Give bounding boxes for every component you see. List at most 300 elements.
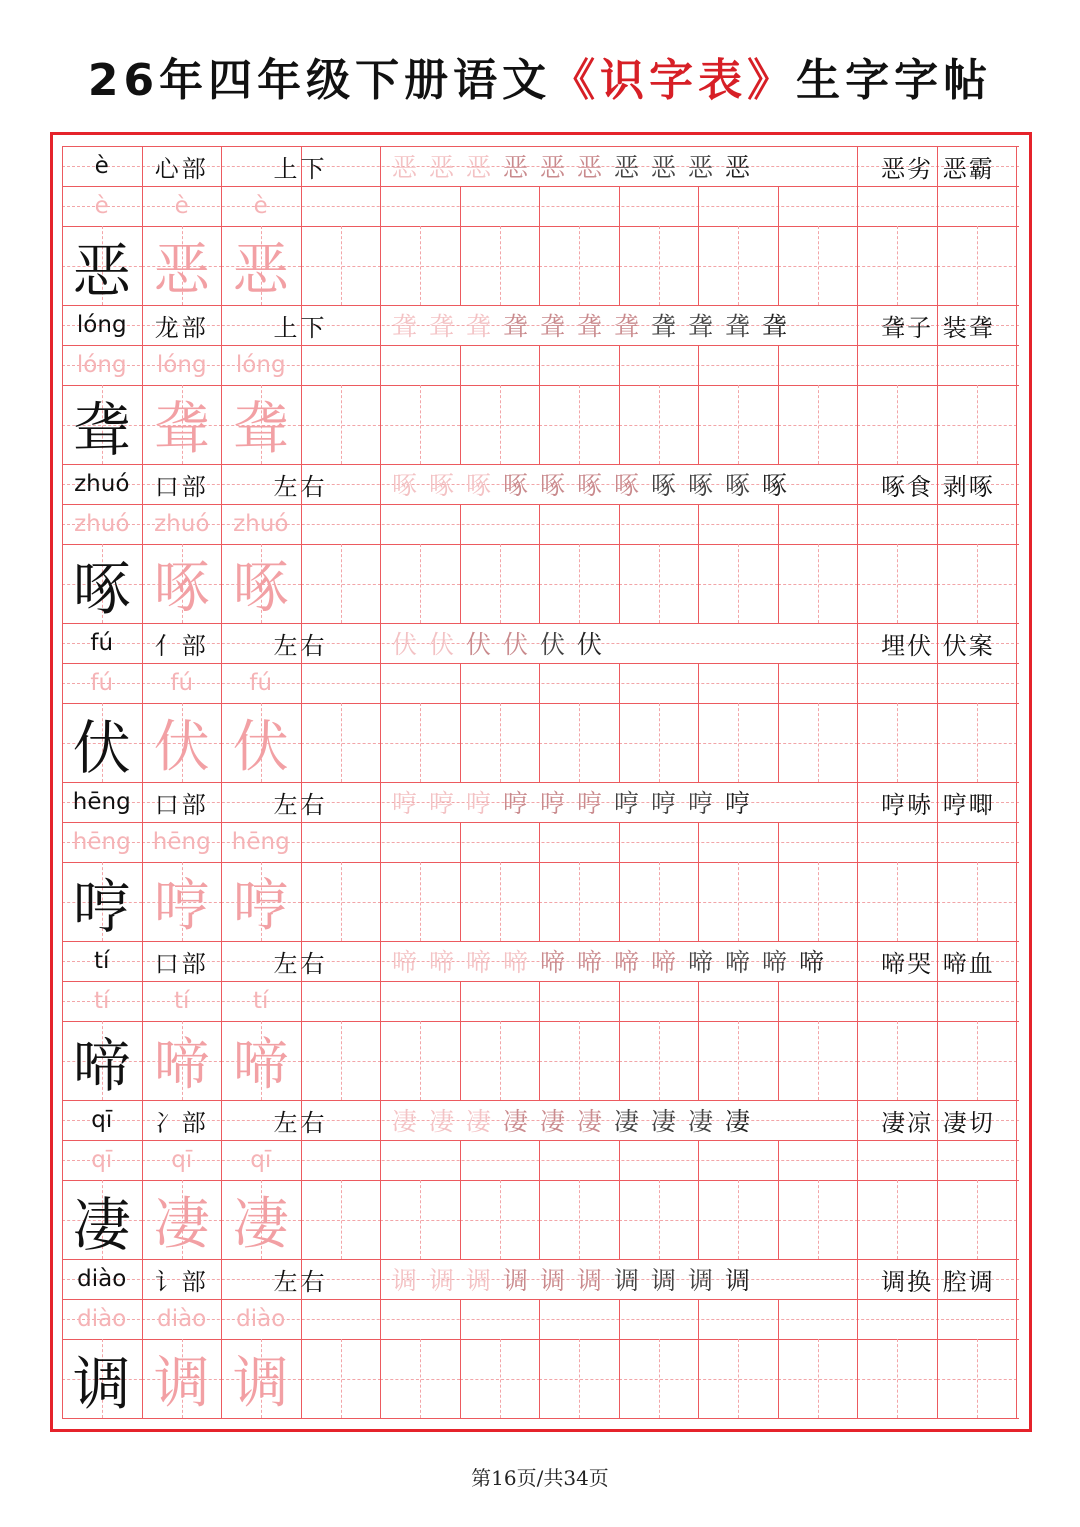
radical: 口部	[154, 949, 209, 978]
pinyin-trace: diào	[157, 1306, 207, 1332]
stroke-step: 聋	[539, 312, 565, 341]
grid-guide	[659, 1021, 660, 1100]
grid-line	[619, 663, 620, 782]
grid-guide	[341, 1180, 342, 1259]
stroke-step: 哼	[539, 789, 565, 818]
stroke-step: 啼	[724, 948, 750, 977]
pinyin: hēng	[72, 789, 131, 815]
grid-guide	[579, 385, 580, 464]
stroke-step: 聋	[650, 312, 676, 341]
grid-line	[619, 345, 620, 464]
page-title	[0, 44, 1080, 108]
stroke-step: 凄	[428, 1107, 454, 1136]
pinyin: è	[94, 153, 109, 179]
grid-guide	[341, 544, 342, 623]
trace-character: 伏	[153, 714, 210, 780]
stroke-step: 凄	[613, 1107, 639, 1136]
grid-line	[698, 981, 699, 1100]
example-words: 聋子 装聋	[881, 313, 995, 342]
grid-guide	[500, 1180, 501, 1259]
stroke-step: 伏	[391, 630, 417, 659]
trace-character: 啄	[232, 555, 289, 621]
stroke-step: 伏	[502, 630, 528, 659]
pinyin: tí	[94, 948, 110, 974]
title-highlight: 《识字表》	[551, 55, 797, 106]
grid-line	[460, 1299, 461, 1418]
stroke-step: 啄	[428, 471, 454, 500]
pinyin: lóng	[76, 312, 127, 338]
stroke-step: 啼	[576, 948, 602, 977]
model-character: 凄	[72, 1190, 131, 1259]
grid-line	[619, 1299, 620, 1418]
grid-guide	[977, 544, 978, 623]
grid-guide	[579, 703, 580, 782]
pinyin-trace: qī	[171, 1147, 193, 1173]
grid-guide	[420, 703, 421, 782]
pinyin-trace: zhuó	[154, 511, 210, 537]
pinyin-trace: tí	[94, 988, 110, 1014]
grid-guide	[420, 226, 421, 305]
stroke-step: 哼	[613, 789, 639, 818]
grid-guide	[659, 1180, 660, 1259]
stroke-step: 伏	[576, 630, 602, 659]
model-character: 调	[72, 1349, 131, 1418]
practice-grid	[62, 146, 1019, 1419]
stroke-step: 调	[428, 1266, 454, 1295]
grid-line	[698, 186, 699, 305]
grid-line	[380, 941, 381, 1100]
stroke-step: 恶	[687, 153, 713, 182]
grid-guide	[659, 703, 660, 782]
grid-guide	[738, 1339, 739, 1418]
grid-guide	[579, 544, 580, 623]
stroke-step: 恶	[391, 153, 417, 182]
stroke-step: 聋	[576, 312, 602, 341]
stroke-order	[386, 941, 857, 981]
stroke-step: 啄	[502, 471, 528, 500]
trace-character: 凄	[232, 1191, 289, 1257]
stroke-order	[386, 146, 857, 186]
radical: 心部	[154, 154, 209, 183]
model-character: 啄	[72, 554, 131, 623]
stroke-step: 啄	[539, 471, 565, 500]
grid-guide	[579, 226, 580, 305]
stroke-step: 聋	[428, 312, 454, 341]
grid-line	[778, 345, 779, 464]
grid-guide	[341, 703, 342, 782]
stroke-order	[386, 1259, 857, 1299]
stroke-step: 调	[687, 1266, 713, 1295]
trace-character: 恶	[153, 237, 210, 303]
stroke-step: 哼	[650, 789, 676, 818]
grid-guide	[738, 703, 739, 782]
stroke-step: 聋	[391, 312, 417, 341]
stroke-step: 恶	[465, 153, 491, 182]
stroke-step: 啄	[761, 471, 787, 500]
pinyin-trace: è	[174, 193, 189, 219]
stroke-step: 啼	[798, 948, 824, 977]
grid-guide	[659, 1339, 660, 1418]
pinyin-trace: tí	[174, 988, 190, 1014]
char-block	[62, 1100, 1019, 1259]
grid-guide	[738, 1021, 739, 1100]
grid-line	[539, 663, 540, 782]
pinyin-trace: tí	[253, 988, 269, 1014]
grid-guide	[738, 544, 739, 623]
stroke-step: 哼	[576, 789, 602, 818]
grid-line	[778, 504, 779, 623]
stroke-step: 啼	[687, 948, 713, 977]
radical: 讠部	[154, 1267, 209, 1296]
grid-guide	[500, 1021, 501, 1100]
stroke-step: 聋	[613, 312, 639, 341]
grid-line	[778, 981, 779, 1100]
stroke-order	[386, 1100, 857, 1140]
stroke-step: 调	[539, 1266, 565, 1295]
char-block	[62, 782, 1019, 941]
stroke-step: 凄	[687, 1107, 713, 1136]
pinyin-trace: qī	[250, 1147, 272, 1173]
grid-guide	[897, 1339, 898, 1418]
stroke-step: 伏	[428, 630, 454, 659]
grid-guide	[420, 862, 421, 941]
grid-guide	[977, 1021, 978, 1100]
stroke-step: 啼	[428, 948, 454, 977]
grid-line	[539, 186, 540, 305]
trace-character: 啄	[153, 555, 210, 621]
grid-guide	[341, 385, 342, 464]
stroke-step: 啼	[613, 948, 639, 977]
trace-character: 调	[153, 1350, 210, 1416]
grid-guide	[897, 226, 898, 305]
stroke-step: 啼	[465, 948, 491, 977]
grid-guide	[500, 385, 501, 464]
stroke-step: 恶	[539, 153, 565, 182]
radical: 口部	[154, 472, 209, 501]
grid-guide	[500, 226, 501, 305]
grid-guide	[500, 862, 501, 941]
stroke-step: 凄	[539, 1107, 565, 1136]
grid-guide	[818, 862, 819, 941]
stroke-step: 哼	[724, 789, 750, 818]
pinyin-trace: hēng	[231, 829, 290, 855]
example-words: 埋伏 伏案	[881, 631, 995, 660]
grid-guide	[818, 703, 819, 782]
model-character: 啼	[72, 1031, 131, 1100]
stroke-step: 恶	[724, 153, 750, 182]
page-number: 第16页/共34页	[471, 1466, 609, 1490]
grid-line	[698, 1299, 699, 1418]
structure: 左右	[273, 1108, 328, 1137]
char-block	[62, 1259, 1019, 1418]
grid-line	[778, 1299, 779, 1418]
grid-guide	[500, 1339, 501, 1418]
grid-guide	[977, 385, 978, 464]
grid-guide	[738, 226, 739, 305]
grid-line	[698, 504, 699, 623]
grid-guide	[897, 385, 898, 464]
grid-guide	[977, 1339, 978, 1418]
grid-line	[380, 782, 381, 941]
pinyin-trace: qī	[91, 1147, 113, 1173]
stroke-step: 凄	[576, 1107, 602, 1136]
grid-line	[460, 345, 461, 464]
grid-guide	[659, 385, 660, 464]
model-character: 恶	[72, 236, 131, 305]
structure: 左右	[273, 472, 328, 501]
grid-guide	[341, 1021, 342, 1100]
stroke-step: 调	[502, 1266, 528, 1295]
radical: 亻部	[154, 631, 209, 660]
stroke-step: 哼	[428, 789, 454, 818]
pinyin-trace: hēng	[152, 829, 211, 855]
stroke-step: 啼	[761, 948, 787, 977]
grid-line	[460, 504, 461, 623]
stroke-step: 凄	[465, 1107, 491, 1136]
grid-guide	[579, 862, 580, 941]
grid-line	[460, 981, 461, 1100]
grid-line	[380, 146, 381, 305]
grid-line	[778, 186, 779, 305]
stroke-step: 恶	[502, 153, 528, 182]
pinyin-trace: è	[253, 193, 268, 219]
radical: 龙部	[154, 313, 209, 342]
stroke-step: 啄	[576, 471, 602, 500]
title-prefix: 26年四年级下册语文	[87, 55, 552, 106]
stroke-step: 啄	[465, 471, 491, 500]
stroke-step: 恶	[576, 153, 602, 182]
stroke-order	[386, 623, 857, 663]
stroke-step: 啄	[724, 471, 750, 500]
model-character: 伏	[72, 713, 131, 782]
pinyin: fú	[90, 630, 114, 656]
structure: 左右	[273, 631, 328, 660]
trace-character: 聋	[153, 396, 210, 462]
grid-line	[778, 822, 779, 941]
pinyin-trace: zhuó	[74, 511, 130, 537]
pinyin: qī	[91, 1107, 113, 1133]
stroke-step: 哼	[687, 789, 713, 818]
stroke-step: 凄	[391, 1107, 417, 1136]
stroke-step: 啼	[502, 948, 528, 977]
stroke-step: 凄	[650, 1107, 676, 1136]
grid-line	[539, 345, 540, 464]
grid-guide	[659, 226, 660, 305]
trace-character: 伏	[232, 714, 289, 780]
grid-guide	[977, 1180, 978, 1259]
structure: 上下	[273, 154, 328, 183]
stroke-order	[386, 782, 857, 822]
stroke-step: 啄	[687, 471, 713, 500]
stroke-step: 恶	[613, 153, 639, 182]
grid-guide	[341, 226, 342, 305]
structure: 左右	[273, 1267, 328, 1296]
grid-guide	[738, 385, 739, 464]
grid-guide	[897, 862, 898, 941]
example-words: 调换 腔调	[881, 1267, 995, 1296]
model-character: 聋	[72, 395, 131, 464]
trace-character: 啼	[232, 1032, 289, 1098]
pinyin-trace: hēng	[72, 829, 131, 855]
grid-guide	[977, 703, 978, 782]
grid-line	[460, 822, 461, 941]
grid-guide	[897, 1180, 898, 1259]
example-words: 啄食 剥啄	[881, 472, 995, 501]
grid-guide	[738, 1180, 739, 1259]
stroke-step: 凄	[724, 1107, 750, 1136]
char-block	[62, 305, 1019, 464]
grid-line	[619, 186, 620, 305]
grid-guide	[818, 385, 819, 464]
stroke-step: 凄	[502, 1107, 528, 1136]
grid-guide	[897, 703, 898, 782]
stroke-step: 调	[391, 1266, 417, 1295]
stroke-step: 啼	[539, 948, 565, 977]
stroke-step: 哼	[502, 789, 528, 818]
pinyin-trace: diào	[77, 1306, 127, 1332]
stroke-step: 恶	[650, 153, 676, 182]
pinyin: diào	[77, 1266, 127, 1292]
grid-guide	[818, 226, 819, 305]
example-words: 啼哭 啼血	[881, 949, 995, 978]
example-words: 凄凉 凄切	[881, 1108, 995, 1137]
stroke-step: 啼	[391, 948, 417, 977]
grid-guide	[897, 544, 898, 623]
stroke-step: 啼	[650, 948, 676, 977]
grid-line	[460, 663, 461, 782]
grid-guide	[818, 1021, 819, 1100]
structure: 左右	[273, 790, 328, 819]
stroke-order	[386, 305, 857, 345]
char-block	[62, 464, 1019, 623]
char-block	[62, 146, 1019, 305]
grid-line	[539, 1299, 540, 1418]
pinyin-trace: è	[94, 193, 109, 219]
grid-line	[380, 623, 381, 782]
pinyin-trace: fú	[170, 670, 194, 696]
grid-line	[698, 663, 699, 782]
stroke-step: 哼	[465, 789, 491, 818]
grid-guide	[341, 1339, 342, 1418]
grid-line	[539, 822, 540, 941]
grid-line	[539, 504, 540, 623]
example-words: 恶劣 恶霸	[881, 154, 995, 183]
trace-character: 哼	[232, 873, 289, 939]
grid-guide	[818, 544, 819, 623]
stroke-step: 调	[724, 1266, 750, 1295]
grid-guide	[738, 862, 739, 941]
grid-line	[619, 504, 620, 623]
grid-guide	[579, 1180, 580, 1259]
stroke-step: 啄	[650, 471, 676, 500]
grid-guide	[500, 703, 501, 782]
grid-guide	[818, 1180, 819, 1259]
grid-line	[778, 663, 779, 782]
title-suffix: 生字字帖	[796, 55, 993, 106]
grid-line	[698, 822, 699, 941]
structure: 左右	[273, 949, 328, 978]
grid-line	[619, 822, 620, 941]
stroke-step: 聋	[465, 312, 491, 341]
grid-guide	[977, 226, 978, 305]
grid-line	[380, 1259, 381, 1418]
stroke-step: 伏	[465, 630, 491, 659]
example-words: 哼哧 哼唧	[881, 790, 995, 819]
grid-guide	[579, 1021, 580, 1100]
trace-character: 哼	[153, 873, 210, 939]
stroke-order	[386, 464, 857, 504]
radical: 冫部	[154, 1108, 209, 1137]
pinyin-trace: diào	[236, 1306, 286, 1332]
structure: 上下	[273, 313, 328, 342]
grid-guide	[579, 1339, 580, 1418]
grid-guide	[420, 1180, 421, 1259]
grid-line	[698, 345, 699, 464]
grid-guide	[341, 862, 342, 941]
radical: 口部	[154, 790, 209, 819]
grid-guide	[977, 862, 978, 941]
pinyin-trace: zhuó	[233, 511, 289, 537]
grid-line	[380, 1100, 381, 1259]
stroke-step: 啄	[391, 471, 417, 500]
pinyin-trace: fú	[90, 670, 114, 696]
stroke-step: 聋	[502, 312, 528, 341]
grid-guide	[420, 1339, 421, 1418]
pinyin-trace: lóng	[76, 352, 127, 378]
stroke-step: 调	[576, 1266, 602, 1295]
stroke-step: 调	[613, 1266, 639, 1295]
trace-character: 恶	[232, 237, 289, 303]
stroke-step: 聋	[724, 312, 750, 341]
grid-guide	[659, 544, 660, 623]
pinyin-trace: lóng	[235, 352, 286, 378]
pinyin-trace: lóng	[156, 352, 207, 378]
grid-line	[380, 305, 381, 464]
grid-guide	[897, 1021, 898, 1100]
grid-guide	[500, 544, 501, 623]
grid-line	[698, 1140, 699, 1259]
grid-guide	[420, 1021, 421, 1100]
grid-line	[619, 981, 620, 1100]
stroke-step: 啄	[613, 471, 639, 500]
trace-character: 调	[232, 1350, 289, 1416]
grid-line	[460, 1140, 461, 1259]
grid-guide	[818, 1339, 819, 1418]
char-block	[62, 941, 1019, 1100]
grid-line	[539, 981, 540, 1100]
trace-character: 啼	[153, 1032, 210, 1098]
pinyin: zhuó	[74, 471, 130, 497]
grid-line	[380, 464, 381, 623]
grid-line	[619, 1140, 620, 1259]
grid-line	[778, 1140, 779, 1259]
stroke-step: 哼	[391, 789, 417, 818]
grid-guide	[659, 862, 660, 941]
char-block	[62, 623, 1019, 782]
grid-guide	[420, 544, 421, 623]
pinyin-trace: fú	[249, 670, 273, 696]
grid-line	[460, 186, 461, 305]
stroke-step: 伏	[539, 630, 565, 659]
trace-character: 聋	[232, 396, 289, 462]
stroke-step: 恶	[428, 153, 454, 182]
trace-character: 凄	[153, 1191, 210, 1257]
grid-guide	[420, 385, 421, 464]
stroke-step: 聋	[687, 312, 713, 341]
stroke-step: 聋	[761, 312, 787, 341]
stroke-step: 调	[465, 1266, 491, 1295]
stroke-step: 调	[650, 1266, 676, 1295]
